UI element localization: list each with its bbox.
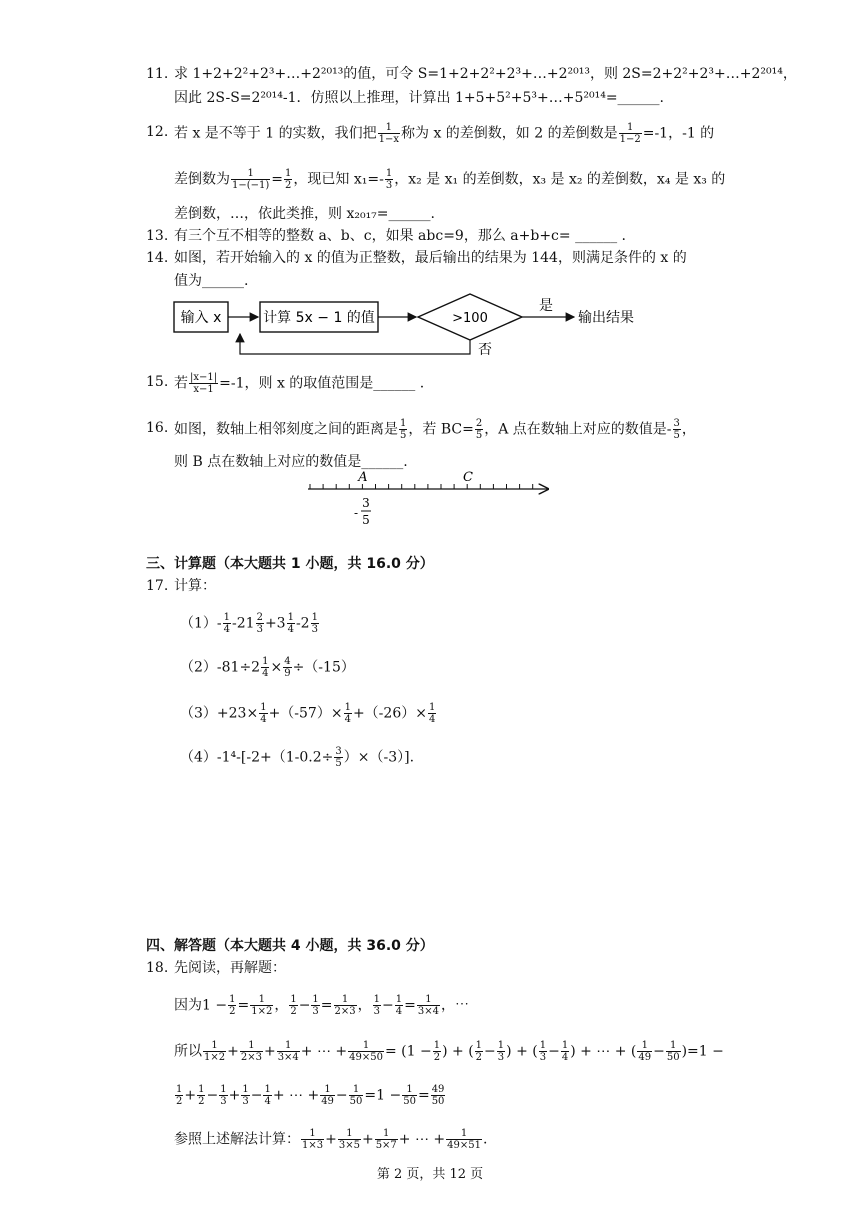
fraction: $\frac{1}{3\times 4}$ <box>277 1040 299 1063</box>
fraction: $\frac{1}{3}$ <box>373 994 381 1017</box>
fraction: $\frac{1}{3}$ <box>539 1040 547 1063</box>
value-denominator: 5 <box>362 513 370 527</box>
fraction: $\frac{1}{4}$ <box>287 612 294 635</box>
fraction: $\frac{1}{1-x}$ <box>378 122 399 145</box>
fraction: $\frac{1}{3\times 4}$ <box>417 994 439 1017</box>
compute-label: 计算 5x − 1 的值 <box>263 310 375 326</box>
fraction: $\frac{1}{1\times 2}$ <box>251 994 273 1017</box>
page-footer: 第 2 页，共 12 页 <box>376 1167 484 1182</box>
fraction: $\frac{3}{5}$ <box>673 418 680 441</box>
fraction: $\frac{1}{3\times 5}$ <box>338 1128 360 1151</box>
fraction: $\frac{1}{49}$ <box>638 1040 652 1063</box>
fraction: $\frac{1}{3}$ <box>312 994 319 1017</box>
fraction: $\frac{1}{49}$ <box>321 1084 334 1107</box>
fraction: $\frac{1}{50}$ <box>349 1084 363 1107</box>
fraction: $\frac{1}{4}$ <box>428 702 436 725</box>
condition-label: >100 <box>452 311 488 326</box>
fraction: $\frac{1}{2}$ <box>433 1040 441 1063</box>
text: 若 x 是不等于 1 的实数，我们把 <box>174 125 377 142</box>
fraction: $\frac{1}{1-2}$ <box>619 122 641 145</box>
fraction: $\frac{3}{5}$ <box>335 746 342 769</box>
fraction: $\frac{49}{50}$ <box>431 1084 445 1107</box>
fraction: $\frac{1}{50}$ <box>403 1084 416 1107</box>
point-a-label: A <box>358 470 368 485</box>
no-label: 否 <box>478 342 492 358</box>
fraction: $\frac{|x-1|}{x-1}$ <box>190 372 218 395</box>
question-number: 14. <box>146 250 169 266</box>
question-number: 17. <box>146 578 169 594</box>
axis-ticks <box>310 484 533 489</box>
fraction: $\frac{1}{50}$ <box>666 1040 680 1063</box>
value-numerator: 3 <box>362 496 370 510</box>
question-number: 15. <box>146 374 169 390</box>
fraction: $\frac{4}{9}$ <box>284 656 291 679</box>
fraction: $\frac{1}{2}$ <box>229 994 236 1017</box>
fraction: $\frac{1}{3}$ <box>220 1084 227 1107</box>
fraction: $\frac{1}{5\times 7}$ <box>375 1128 397 1151</box>
fraction: $\frac{1}{2}$ <box>475 1040 483 1063</box>
fraction: $\frac{1}{4}$ <box>395 994 403 1017</box>
fraction: $\frac{2}{5}$ <box>475 418 483 441</box>
question-number: 16. <box>146 420 169 436</box>
fraction: $\frac{1}{4}$ <box>264 1084 271 1107</box>
output-label: 输出结果 <box>578 310 634 326</box>
number-line <box>300 468 560 530</box>
fraction: $\frac{1}{49\times 51}$ <box>447 1128 481 1151</box>
fraction: $\frac{1}{49\times 50}$ <box>349 1040 383 1063</box>
text: 称为 x 的差倒数，如 2 的差倒数是 <box>401 125 618 142</box>
fraction: $\frac{1}{2\times 3}$ <box>240 1040 262 1063</box>
question-text: 求 1+2+2²+2³+…+2²⁰¹³的值，可令 S=1+2+2²+2³+…+2²⁰¹³，则 2S=2+2²+2³+…+2²⁰¹⁴， <box>174 66 797 82</box>
fraction: $\frac{1}{3}$ <box>311 612 318 635</box>
fraction: $\frac{2}{3}$ <box>256 612 263 635</box>
fraction: $\frac{1}{3}$ <box>385 168 393 191</box>
fraction: $\frac{1}{2\times 3}$ <box>334 994 356 1017</box>
question-number: 18. <box>146 960 169 976</box>
fraction: $\frac{1}{3}$ <box>242 1084 249 1107</box>
fraction: $\frac{1}{3}$ <box>497 1040 505 1063</box>
question-number: 11. <box>146 66 169 82</box>
fraction: $\frac{1}{1\times 3}$ <box>302 1128 324 1151</box>
question-text: 因此 2S-S=2²⁰¹⁴-1．仿照以上推理，计算出 1+5+5²+5³+…+5²⁰¹⁴=______. <box>174 90 664 106</box>
question-number: 12. <box>146 124 169 140</box>
fraction: $\frac{1}{1-(-1)}$ <box>232 168 270 191</box>
flowchart <box>170 292 650 358</box>
question-number: 13. <box>146 228 169 244</box>
fraction: $\frac{1}{4}$ <box>561 1040 569 1063</box>
text: =-1，-1 的 <box>642 125 715 142</box>
fraction: $\frac{1}{4}$ <box>260 702 267 725</box>
yes-label: 是 <box>539 298 553 314</box>
fraction: $\frac{1}{4}$ <box>223 612 231 635</box>
fraction: $\frac{1}{1\times 2}$ <box>204 1040 226 1063</box>
fraction: $\frac{1}{2}$ <box>290 994 297 1017</box>
input-label: 输入 x <box>180 310 222 326</box>
value-minus: - <box>353 506 359 520</box>
fraction: $\frac{1}{2}$ <box>198 1084 205 1107</box>
fraction: $\frac{1}{4}$ <box>344 702 351 725</box>
fraction: $\frac{1}{4}$ <box>262 656 269 679</box>
fraction: $\frac{1}{5}$ <box>400 418 407 441</box>
fraction: $\frac{1}{2}$ <box>176 1084 183 1107</box>
question-text: 有三个互不相等的整数 a、b、c，如果 abc=9，那么 a+b+c= ______ . <box>174 228 626 244</box>
question-text: 如图，若开始输入的 x 的值为正整数，最后输出的结果为 144，则满足条件的 x 的 <box>174 250 687 266</box>
fraction: $\frac{1}{2}$ <box>285 168 292 191</box>
point-c-label: C <box>463 470 473 485</box>
